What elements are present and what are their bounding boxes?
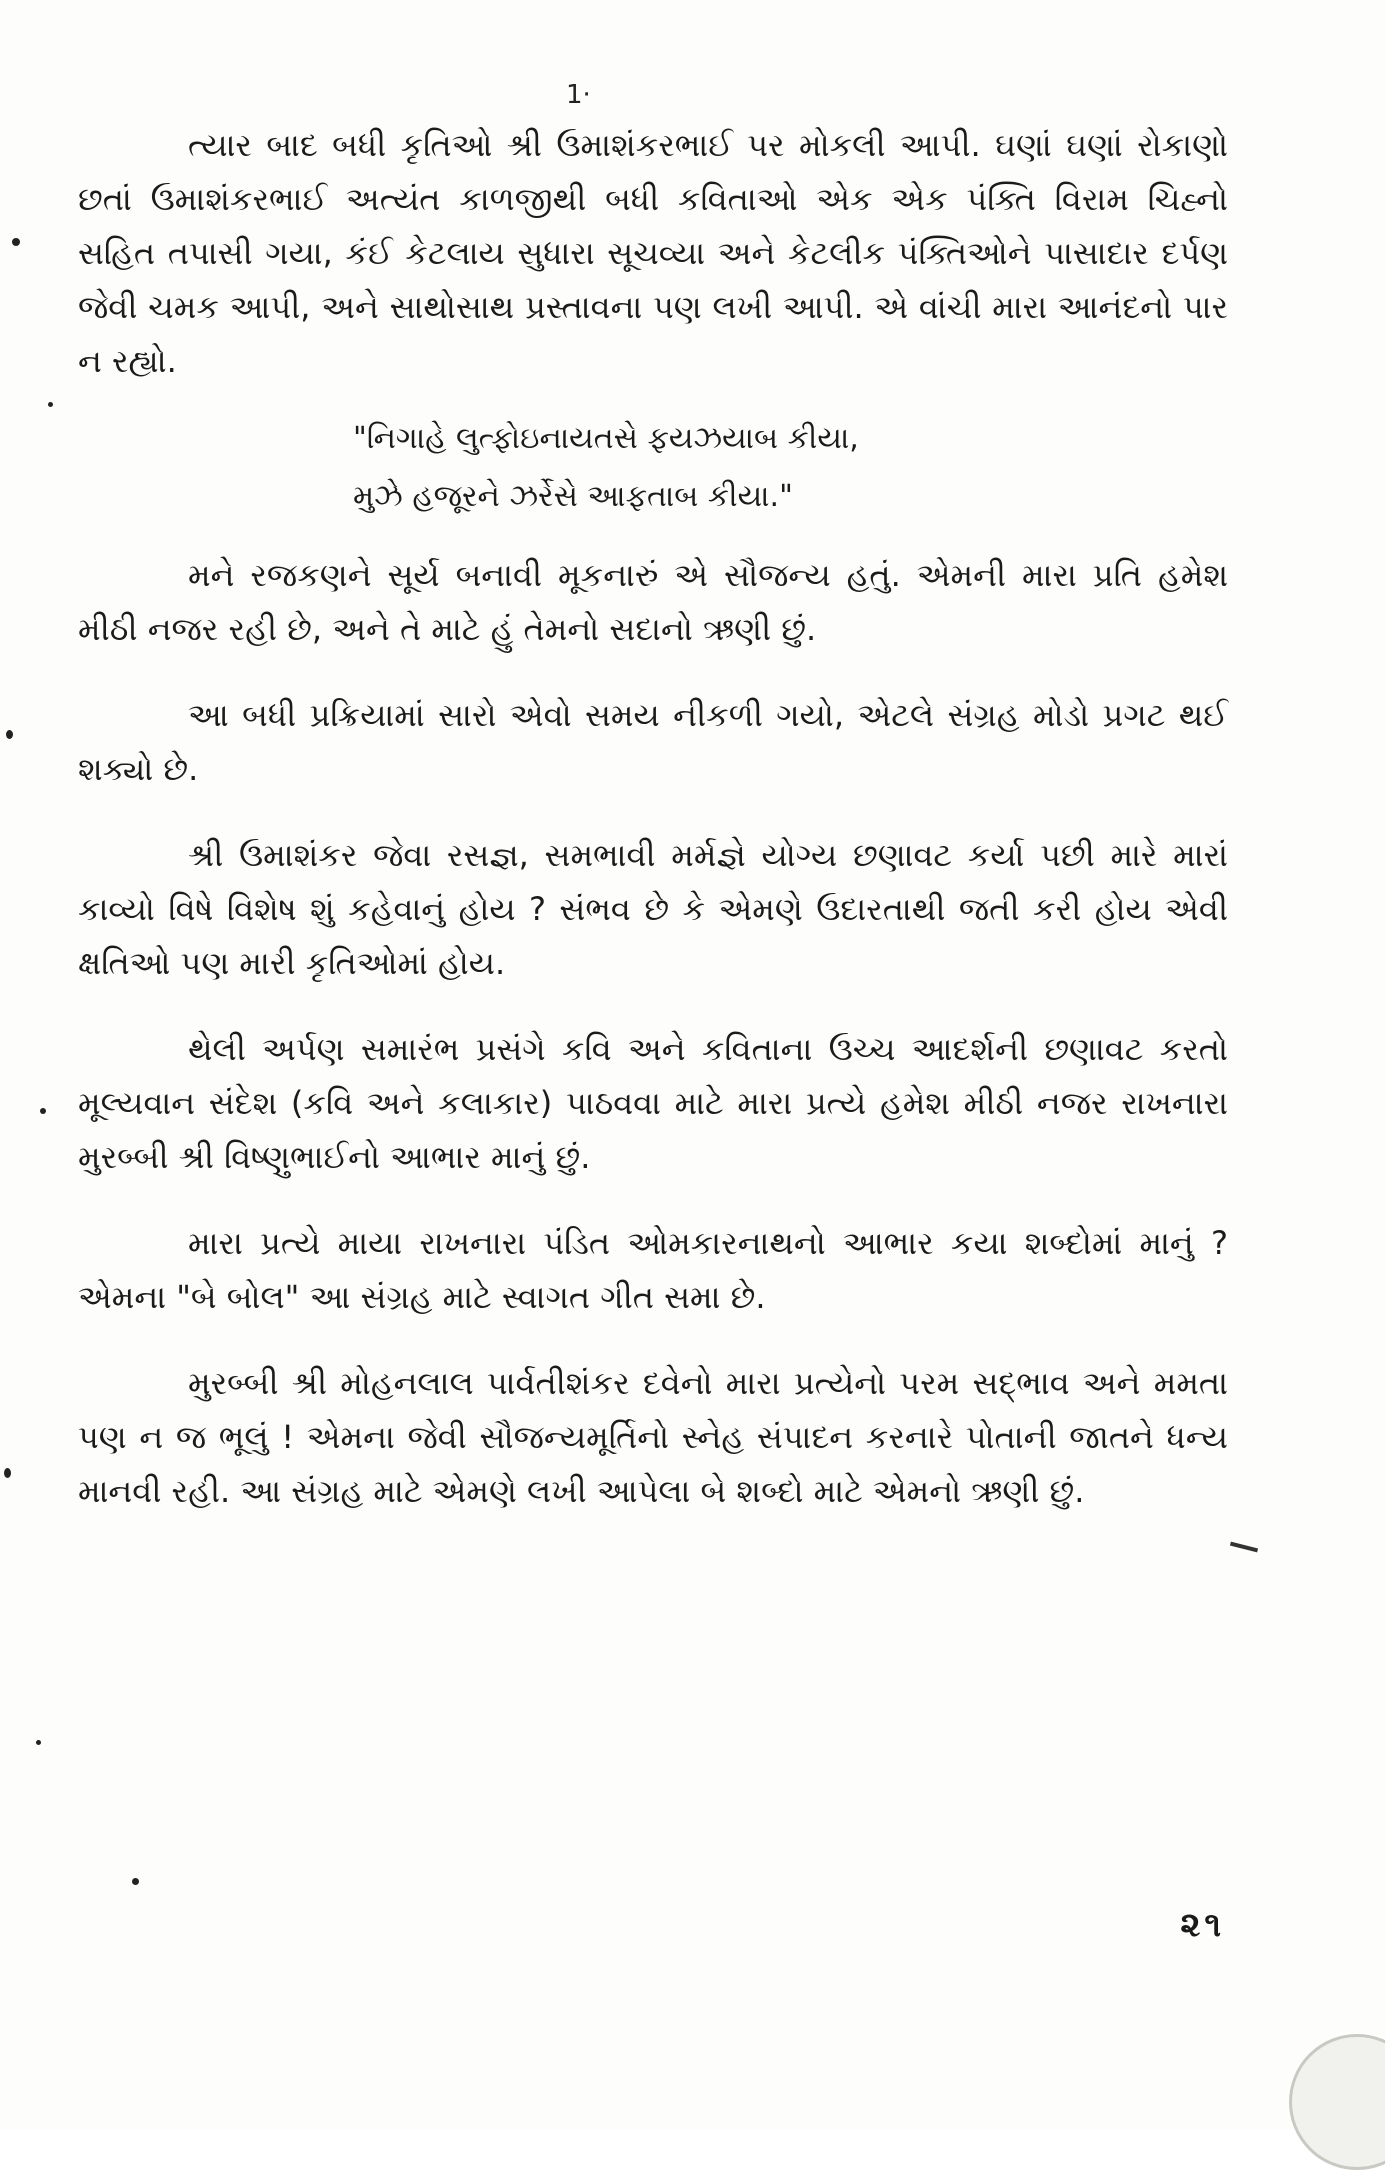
- ink-mark: [1230, 1542, 1258, 1553]
- ink-speck: [36, 1740, 41, 1745]
- page-corner: [1289, 2034, 1385, 2170]
- paragraph-7: મુરબ્બી શ્રી મોહનલાલ પાર્વતીશંકર દવેનો મારા પ્રત્યેનો પરમ સદ્ભાવ અને મમતા પણ ન જ ભૂલું ! એમના જેવી સૌજન્યમૂર્તિનો સ્નેહ સંપાદન કરનારે પોતાની જાતને ધન્ય માનવી રહી. આ સંગ્રહ માટે એમણે લખી આપેલા બે શબ્દો માટે એમનો ઋણી છું.: [78, 1364, 1228, 1510]
- ink-speck: [48, 402, 53, 407]
- paragraph-6: મારા પ્રત્યે માયા રાખનારા પંડિત ઓમકારનાથનો આભાર કયા શબ્દોમાં માનું ? એમના "બે બોલ" આ સંગ્રહ માટે સ્વાગત ગીત સમા છે.: [78, 1224, 1228, 1316]
- quote-line-1: "નિગાહે લુત્ફોઇનાયતસે ફયઝયાબ કીયા,: [353, 421, 859, 456]
- ink-speck: [6, 730, 13, 739]
- paragraph-3: આ બધી પ્રક્રિયામાં સારો એવો સમય નીકળી ગયો, એટલે સંગ્રહ મોડો પ્રગટ થઈ શક્યો છે.: [78, 696, 1228, 788]
- paragraph-4: શ્રી ઉમાશંકર જેવા રસજ્ઞ, સમભાવી મર્મજ્ઞે યોગ્ય છણાવટ કર્યા પછી મારે મારાં કાવ્યો વિષે વિશેષ શું કહેવાનું હોય ? સંભવ છે કે એમણે ઉદારતાથી જતી કરી હોય એવી ક્ષતિઓ પણ મારી કૃતિઓમાં હોય.: [78, 836, 1228, 982]
- quoted-couplet: [78, 410, 1228, 526]
- ink-speck: [12, 238, 20, 246]
- top-mark: 1·: [566, 80, 591, 110]
- paragraph-5: થેલી અર્પણ સમારંભ પ્રસંગે કવિ અને કવિતાના ઉચ્ચ આદર્શની છણાવટ કરતો મૂલ્યવાન સંદેશ (કવિ અને કલાકાર) પાઠવવા માટે મારા પ્રત્યે હમેશ મીઠી નજર રાખનારા મુરબ્બી શ્રી વિષ્ણુભાઈનો આભાર માનું છું.: [78, 1030, 1228, 1176]
- ink-speck: [132, 1878, 139, 1885]
- ink-speck: [4, 1468, 11, 1478]
- page-number: ૨૧: [1180, 1905, 1225, 1945]
- page-content: [78, 118, 1228, 1518]
- paragraph-2: મને રજકણને સૂર્ય બનાવી મૂકનારું એ સૌજન્ય હતું. એમની મારા પ્રતિ હમેશ મીઠી નજર રહી છે, અને તે માટે હું તેમનો સદાનો ઋણી છું.: [78, 556, 1228, 648]
- paragraph-1: ત્યાર બાદ બધી કૃતિઓ શ્રી ઉમાશંકરભાઈ પર મોકલી આપી. ઘણાં ઘણાં રોકાણો છતાં ઉમાશંકરભાઈ અત્યંત કાળજીથી બધી કવિતાઓ એક એક પંક્તિ વિરામ ચિહ્નો સહિત તપાસી ગયા, કંઈ કેટલાય સુધારા સૂચવ્યા અને કેટલીક પંક્તિઓને પાસાદાર દર્પણ જેવી ચમક આપી, અને સાથોસાથ પ્રસ્તાવના પણ લખી આપી. એ વાંચી મારા આનંદનો પાર ન રહ્યો.: [78, 126, 1229, 380]
- ink-speck: [40, 1108, 46, 1114]
- quote-line-2: મુઝે હજૂરને ઝર્રેસે આફતાબ કીયા.": [353, 479, 793, 514]
